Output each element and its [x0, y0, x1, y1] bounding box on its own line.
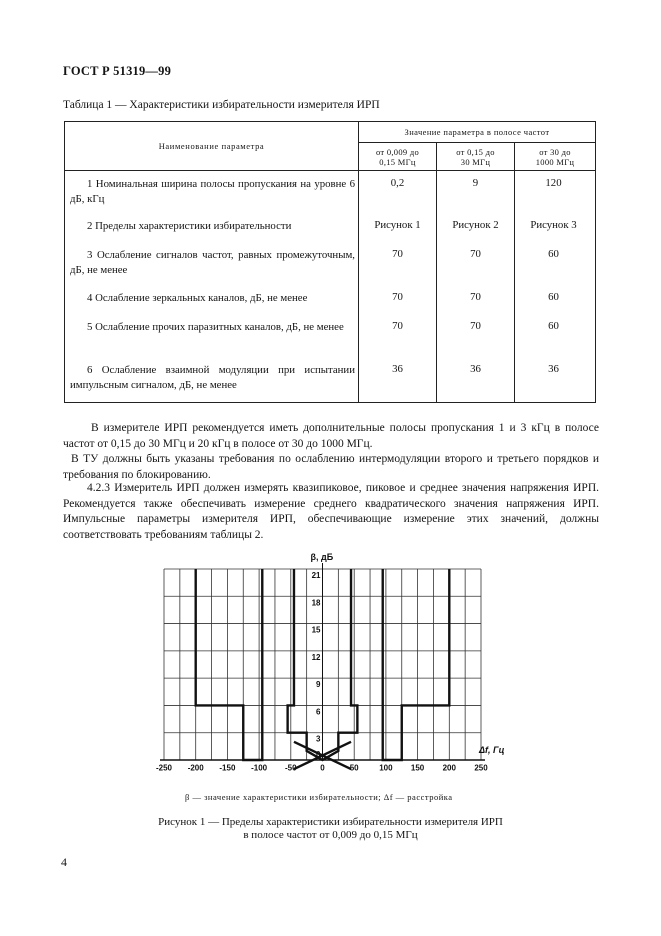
band-header-text: от 30 до 1000 МГц: [535, 146, 575, 167]
x-tick-label: 100: [379, 763, 393, 773]
x-tick-label: 200: [442, 763, 456, 773]
parameter-name: 2 Пределы характеристики избирательности: [87, 220, 292, 232]
x-tick-label: 50: [349, 763, 359, 773]
figure-legend-note: β — значение характеристики избирательности; Δf — расстройка: [185, 792, 453, 802]
x-axis-label: Δf, Гц: [479, 745, 505, 755]
x-tick-label: 0: [320, 763, 325, 773]
limit-line-outer-limit: [196, 569, 263, 760]
paragraph: В ТУ должны быть указаны требования по ослаблению интермодуляции второго и третьего порядков и требования по блокированию.: [63, 453, 599, 481]
parameter-value: 0,2: [390, 177, 405, 189]
y-tick-label: 18: [311, 598, 321, 608]
band-header: [359, 143, 437, 171]
x-tick-label: 150: [410, 763, 425, 773]
selectivity-table: [64, 121, 596, 403]
page-number: 4: [61, 855, 67, 869]
band-header: [515, 143, 596, 171]
parameter-value: 70: [470, 291, 481, 303]
band-header: [437, 143, 515, 171]
parameter-name: 4 Ослабление зеркальных каналов, дБ, не менее: [87, 292, 308, 304]
parameter-value: 70: [392, 320, 403, 332]
x-tick-label: -50: [285, 763, 297, 773]
parameter-name: 5 Ослабление прочих паразитных каналов, дБ, не менее: [87, 321, 344, 333]
parameter-value: 9: [472, 177, 479, 189]
y-tick-label: 15: [311, 625, 321, 635]
y-tick-label: 3: [316, 734, 321, 744]
document-header: ГОСТ Р 51319—99: [63, 64, 172, 78]
parameter-value: Рисунок 1: [374, 219, 421, 231]
values-cell: [359, 171, 437, 403]
x-tick-label: 250: [474, 763, 488, 773]
values-column: [437, 171, 514, 402]
parameter-value: Рисунок 2: [452, 219, 499, 231]
parameter-name: 6 Ослабление взаимной модуляции при испытании импульсным сигналом, дБ, не менее: [70, 364, 355, 391]
y-tick-label: 9: [316, 680, 321, 690]
y-tick-label: 12: [311, 652, 321, 662]
y-axis-label: β, дБ: [310, 552, 334, 562]
parameter-value: 70: [470, 248, 481, 260]
paragraph: 4.2.3 Измеритель ИРП должен измерять квазипиковое, пиковое и среднее значения напряжения ИРП. Рекомендуется также обеспечивать измерение среднего квадратического значения напряжения ИРП. Импульсные параметры измерителя ИРП, обеспечивающие измерение этих значений, должны соответствовать требованиям таблицы 2.: [63, 482, 599, 541]
y-tick-label: 6: [316, 707, 321, 717]
parameter-value: 60: [548, 320, 559, 332]
col-name-header: Наименование параметра: [65, 122, 359, 171]
x-tick-label: -150: [219, 763, 236, 773]
col-group-header: Значение параметра в полосе частот: [359, 122, 596, 143]
selectivity-chart: [150, 548, 520, 783]
figure-caption: Рисунок 1 — Пределы характеристики избирательности измерителя ИРП в полосе частот от 0,009 до 0,15 МГц: [158, 816, 503, 841]
values-column: [515, 171, 595, 402]
parameter-value: 60: [548, 291, 559, 303]
parameter-value: 36: [392, 363, 403, 375]
parameter-name: 3 Ослабление сигналов частот, равных промежуточным, дБ, не менее: [70, 249, 355, 276]
parameter-value: 60: [548, 248, 559, 260]
values-column: [359, 171, 436, 402]
paragraph: В измерителе ИРП рекомендуется иметь дополнительные полосы пропускания 1 и 3 кГц в полосе частот от 0,15 до 30 МГц и 20 кГц в полосе от 30 до 1000 МГц.: [63, 422, 599, 450]
parameter-value: 36: [548, 363, 559, 375]
values-cell: [437, 171, 515, 403]
parameter-names: [65, 171, 358, 402]
band-header-text: от 0,009 до 0,15 МГц: [375, 146, 420, 167]
parameter-name: 1 Номинальная ширина полосы пропускания на уровне 6 дБ, кГц: [70, 178, 355, 205]
table-caption: Таблица 1 — Характеристики избирательности измерителя ИРП: [63, 99, 380, 111]
names-cell: [65, 171, 359, 403]
parameter-value: 70: [392, 291, 403, 303]
x-tick-label: -250: [155, 763, 173, 773]
x-tick-label: -100: [251, 763, 268, 773]
values-cell: [515, 171, 596, 403]
band-header-text: от 0,15 до 30 МГц: [456, 146, 495, 167]
limit-line-outer-limit-right: [383, 569, 450, 760]
parameter-value: 70: [470, 320, 481, 332]
parameter-value: 120: [545, 177, 562, 189]
x-tick-label: -200: [187, 763, 204, 773]
parameter-value: Рисунок 3: [530, 219, 577, 231]
parameter-value: 70: [392, 248, 403, 260]
parameter-value: 36: [470, 363, 481, 375]
y-tick-label: 0: [316, 750, 321, 759]
y-tick-label: 21: [311, 571, 321, 580]
